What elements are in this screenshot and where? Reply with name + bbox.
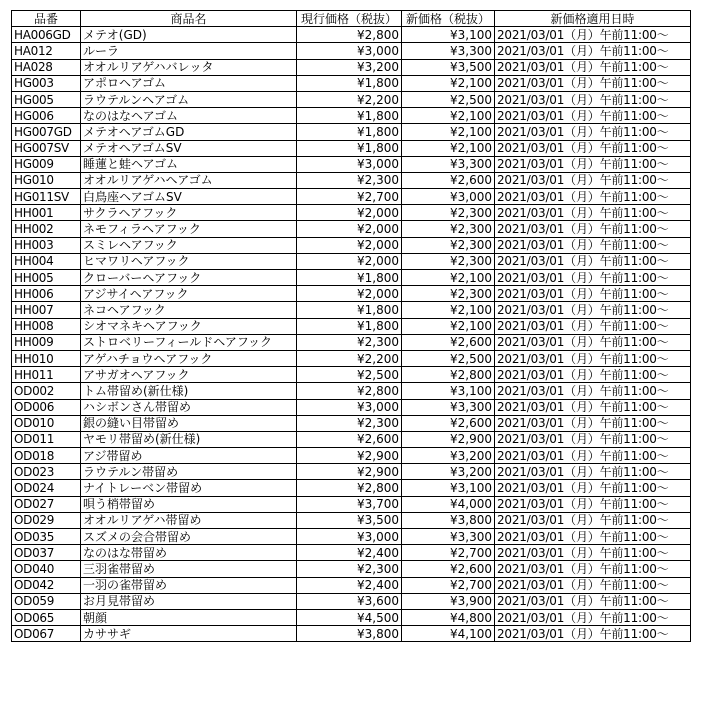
apply-date-cell: 2021/03/01（月）午前11:00～ — [495, 529, 691, 545]
header-current-price: 現行価格（税抜） — [297, 11, 402, 27]
table-row — [12, 626, 691, 642]
current-price-cell: ¥2,800 — [297, 27, 402, 43]
product-code-cell: HH003 — [12, 237, 81, 253]
apply-date-cell: 2021/03/01（月）午前11:00～ — [495, 108, 691, 124]
apply-date-cell: 2021/03/01（月）午前11:00～ — [495, 545, 691, 561]
product-name-cell: オオルリアゲハバレッタ — [81, 59, 297, 75]
apply-date-cell: 2021/03/01（月）午前11:00～ — [495, 205, 691, 221]
new-price-cell: ¥2,100 — [402, 318, 495, 334]
product-name-cell: ラウテルンヘアゴム — [81, 91, 297, 107]
new-price-cell: ¥2,100 — [402, 270, 495, 286]
price-table — [11, 10, 691, 642]
product-code-cell: HH010 — [12, 350, 81, 366]
table-row — [12, 350, 691, 366]
table-row — [12, 156, 691, 172]
product-code-cell: OD065 — [12, 609, 81, 625]
table-row — [12, 172, 691, 188]
new-price-cell: ¥2,100 — [402, 302, 495, 318]
table-row — [12, 221, 691, 237]
apply-date-cell: 2021/03/01（月）午前11:00～ — [495, 172, 691, 188]
new-price-cell: ¥2,700 — [402, 545, 495, 561]
apply-date-cell: 2021/03/01（月）午前11:00～ — [495, 577, 691, 593]
product-code-cell: HG010 — [12, 172, 81, 188]
current-price-cell: ¥2,400 — [297, 545, 402, 561]
current-price-cell: ¥2,900 — [297, 464, 402, 480]
table-row — [12, 529, 691, 545]
new-price-cell: ¥3,500 — [402, 59, 495, 75]
product-code-cell: OD010 — [12, 415, 81, 431]
product-code-cell: OD067 — [12, 626, 81, 642]
current-price-cell: ¥2,800 — [297, 383, 402, 399]
apply-date-cell: 2021/03/01（月）午前11:00～ — [495, 140, 691, 156]
product-code-cell: HG011SV — [12, 189, 81, 205]
product-name-cell: ネモフィラヘアフック — [81, 221, 297, 237]
new-price-cell: ¥2,100 — [402, 108, 495, 124]
table-row — [12, 286, 691, 302]
current-price-cell: ¥1,800 — [297, 140, 402, 156]
new-price-cell: ¥3,200 — [402, 464, 495, 480]
current-price-cell: ¥2,300 — [297, 334, 402, 350]
current-price-cell: ¥2,000 — [297, 237, 402, 253]
product-code-cell: HH001 — [12, 205, 81, 221]
product-name-cell: 唄う梢帯留め — [81, 496, 297, 512]
current-price-cell: ¥1,800 — [297, 318, 402, 334]
product-code-cell: HH004 — [12, 253, 81, 269]
product-name-cell: カササギ — [81, 626, 297, 642]
product-name-cell: 白鳥座ヘアゴムSV — [81, 189, 297, 205]
new-price-cell: ¥3,300 — [402, 43, 495, 59]
product-code-cell: OD029 — [12, 512, 81, 528]
product-code-cell: HA012 — [12, 43, 81, 59]
product-code-cell: HH009 — [12, 334, 81, 350]
header-apply-date: 新価格適用日時 — [495, 11, 691, 27]
product-name-cell: スミレヘアフック — [81, 237, 297, 253]
product-name-cell: アジ帯留め — [81, 448, 297, 464]
table-row — [12, 318, 691, 334]
table-row — [12, 59, 691, 75]
apply-date-cell: 2021/03/01（月）午前11:00～ — [495, 626, 691, 642]
table-row — [12, 399, 691, 415]
product-name-cell: アサガオヘアフック — [81, 367, 297, 383]
table-row — [12, 464, 691, 480]
product-code-cell: OD040 — [12, 561, 81, 577]
new-price-cell: ¥2,300 — [402, 286, 495, 302]
product-name-cell: 銀の縫い目帯留め — [81, 415, 297, 431]
product-name-cell: 一羽の雀帯留め — [81, 577, 297, 593]
product-name-cell: 三羽雀帯留め — [81, 561, 297, 577]
apply-date-cell: 2021/03/01（月）午前11:00～ — [495, 561, 691, 577]
table-row — [12, 205, 691, 221]
product-name-cell: オオルリアゲハヘアゴム — [81, 172, 297, 188]
apply-date-cell: 2021/03/01（月）午前11:00～ — [495, 367, 691, 383]
new-price-cell: ¥2,300 — [402, 253, 495, 269]
current-price-cell: ¥3,000 — [297, 529, 402, 545]
apply-date-cell: 2021/03/01（月）午前11:00～ — [495, 253, 691, 269]
apply-date-cell: 2021/03/01（月）午前11:00～ — [495, 221, 691, 237]
product-code-cell: HH007 — [12, 302, 81, 318]
product-name-cell: メテオヘアゴムGD — [81, 124, 297, 140]
current-price-cell: ¥2,200 — [297, 350, 402, 366]
new-price-cell: ¥2,500 — [402, 350, 495, 366]
product-code-cell: OD027 — [12, 496, 81, 512]
current-price-cell: ¥3,000 — [297, 43, 402, 59]
current-price-cell: ¥2,000 — [297, 286, 402, 302]
apply-date-cell: 2021/03/01（月）午前11:00～ — [495, 237, 691, 253]
apply-date-cell: 2021/03/01（月）午前11:00～ — [495, 302, 691, 318]
new-price-cell: ¥2,100 — [402, 140, 495, 156]
new-price-cell: ¥2,800 — [402, 367, 495, 383]
current-price-cell: ¥1,800 — [297, 270, 402, 286]
product-name-cell: ヒマワリヘアフック — [81, 253, 297, 269]
current-price-cell: ¥2,000 — [297, 253, 402, 269]
current-price-cell: ¥2,200 — [297, 91, 402, 107]
new-price-cell: ¥2,600 — [402, 415, 495, 431]
product-code-cell: OD018 — [12, 448, 81, 464]
current-price-cell: ¥2,800 — [297, 480, 402, 496]
new-price-cell: ¥4,100 — [402, 626, 495, 642]
current-price-cell: ¥1,800 — [297, 124, 402, 140]
table-row — [12, 480, 691, 496]
apply-date-cell: 2021/03/01（月）午前11:00～ — [495, 593, 691, 609]
table-row — [12, 334, 691, 350]
product-name-cell: クローバーヘアフック — [81, 270, 297, 286]
table-row — [12, 108, 691, 124]
product-name-cell: メテオヘアゴムSV — [81, 140, 297, 156]
product-name-cell: 睡蓮と蛙ヘアゴム — [81, 156, 297, 172]
product-name-cell: 朝顔 — [81, 609, 297, 625]
apply-date-cell: 2021/03/01（月）午前11:00～ — [495, 59, 691, 75]
apply-date-cell: 2021/03/01（月）午前11:00～ — [495, 270, 691, 286]
apply-date-cell: 2021/03/01（月）午前11:00～ — [495, 156, 691, 172]
current-price-cell: ¥3,000 — [297, 399, 402, 415]
table-row — [12, 270, 691, 286]
table-row — [12, 189, 691, 205]
product-code-cell: HG005 — [12, 91, 81, 107]
current-price-cell: ¥2,000 — [297, 221, 402, 237]
table-row — [12, 561, 691, 577]
product-code-cell: OD002 — [12, 383, 81, 399]
table-row — [12, 91, 691, 107]
current-price-cell: ¥2,500 — [297, 367, 402, 383]
apply-date-cell: 2021/03/01（月）午前11:00～ — [495, 480, 691, 496]
product-code-cell: OD006 — [12, 399, 81, 415]
product-code-cell: OD037 — [12, 545, 81, 561]
current-price-cell: ¥3,500 — [297, 512, 402, 528]
new-price-cell: ¥2,100 — [402, 124, 495, 140]
new-price-cell: ¥3,300 — [402, 529, 495, 545]
product-name-cell: お月見帯留め — [81, 593, 297, 609]
product-code-cell: OD042 — [12, 577, 81, 593]
current-price-cell: ¥1,800 — [297, 108, 402, 124]
table-row — [12, 27, 691, 43]
apply-date-cell: 2021/03/01（月）午前11:00～ — [495, 609, 691, 625]
table-row — [12, 383, 691, 399]
new-price-cell: ¥4,000 — [402, 496, 495, 512]
product-name-cell: ナイトレーベン帯留め — [81, 480, 297, 496]
product-name-cell: メテオ(GD) — [81, 27, 297, 43]
product-name-cell: アポロヘアゴム — [81, 75, 297, 91]
product-name-cell: なのはなヘアゴム — [81, 108, 297, 124]
product-code-cell: HH006 — [12, 286, 81, 302]
table-row — [12, 448, 691, 464]
header-code: 品番 — [12, 11, 81, 27]
table-row — [12, 124, 691, 140]
product-name-cell: シオマネキヘアフック — [81, 318, 297, 334]
product-name-cell: ネコヘアフック — [81, 302, 297, 318]
table-row — [12, 367, 691, 383]
apply-date-cell: 2021/03/01（月）午前11:00～ — [495, 496, 691, 512]
product-name-cell: スズメの会合帯留め — [81, 529, 297, 545]
table-row — [12, 496, 691, 512]
new-price-cell: ¥3,100 — [402, 480, 495, 496]
apply-date-cell: 2021/03/01（月）午前11:00～ — [495, 124, 691, 140]
apply-date-cell: 2021/03/01（月）午前11:00～ — [495, 431, 691, 447]
header-row — [12, 11, 691, 27]
product-code-cell: HH011 — [12, 367, 81, 383]
current-price-cell: ¥3,800 — [297, 626, 402, 642]
current-price-cell: ¥2,300 — [297, 172, 402, 188]
table-row — [12, 140, 691, 156]
apply-date-cell: 2021/03/01（月）午前11:00～ — [495, 27, 691, 43]
current-price-cell: ¥3,600 — [297, 593, 402, 609]
apply-date-cell: 2021/03/01（月）午前11:00～ — [495, 91, 691, 107]
product-name-cell: アジサイヘアフック — [81, 286, 297, 302]
new-price-cell: ¥2,900 — [402, 431, 495, 447]
current-price-cell: ¥2,600 — [297, 431, 402, 447]
apply-date-cell: 2021/03/01（月）午前11:00～ — [495, 350, 691, 366]
new-price-cell: ¥2,500 — [402, 91, 495, 107]
product-code-cell: HA028 — [12, 59, 81, 75]
table-row — [12, 545, 691, 561]
apply-date-cell: 2021/03/01（月）午前11:00～ — [495, 448, 691, 464]
new-price-cell: ¥3,300 — [402, 399, 495, 415]
current-price-cell: ¥3,000 — [297, 156, 402, 172]
apply-date-cell: 2021/03/01（月）午前11:00～ — [495, 399, 691, 415]
product-code-cell: OD011 — [12, 431, 81, 447]
apply-date-cell: 2021/03/01（月）午前11:00～ — [495, 415, 691, 431]
product-code-cell: HG006 — [12, 108, 81, 124]
table-body — [12, 27, 691, 642]
product-name-cell: ヤモリ帯留め(新仕様) — [81, 431, 297, 447]
table-row — [12, 43, 691, 59]
table-row — [12, 609, 691, 625]
current-price-cell: ¥1,800 — [297, 302, 402, 318]
new-price-cell: ¥2,300 — [402, 237, 495, 253]
header-name: 商品名 — [81, 11, 297, 27]
current-price-cell: ¥3,200 — [297, 59, 402, 75]
product-name-cell: ストロベリーフィールドヘアフック — [81, 334, 297, 350]
product-code-cell: OD024 — [12, 480, 81, 496]
product-code-cell: HH002 — [12, 221, 81, 237]
product-name-cell: ラウテルン帯留め — [81, 464, 297, 480]
product-name-cell: オオルリアゲハ帯留め — [81, 512, 297, 528]
product-name-cell: トム帯留め(新仕様) — [81, 383, 297, 399]
current-price-cell: ¥2,000 — [297, 205, 402, 221]
current-price-cell: ¥2,400 — [297, 577, 402, 593]
product-name-cell: ハシボンさん帯留め — [81, 399, 297, 415]
product-name-cell: サクラヘアフック — [81, 205, 297, 221]
table-row — [12, 415, 691, 431]
product-code-cell: HG003 — [12, 75, 81, 91]
new-price-cell: ¥3,200 — [402, 448, 495, 464]
new-price-cell: ¥3,100 — [402, 27, 495, 43]
new-price-cell: ¥2,600 — [402, 334, 495, 350]
product-code-cell: HA006GD — [12, 27, 81, 43]
table-row — [12, 302, 691, 318]
new-price-cell: ¥3,100 — [402, 383, 495, 399]
new-price-cell: ¥2,600 — [402, 561, 495, 577]
table-row — [12, 593, 691, 609]
apply-date-cell: 2021/03/01（月）午前11:00～ — [495, 318, 691, 334]
new-price-cell: ¥2,300 — [402, 205, 495, 221]
new-price-cell: ¥3,900 — [402, 593, 495, 609]
header-new-price: 新価格（税抜） — [402, 11, 495, 27]
table-row — [12, 431, 691, 447]
apply-date-cell: 2021/03/01（月）午前11:00～ — [495, 334, 691, 350]
current-price-cell: ¥1,800 — [297, 75, 402, 91]
product-code-cell: HG007SV — [12, 140, 81, 156]
product-code-cell: HG009 — [12, 156, 81, 172]
apply-date-cell: 2021/03/01（月）午前11:00～ — [495, 189, 691, 205]
product-name-cell: アゲハチョウヘアフック — [81, 350, 297, 366]
new-price-cell: ¥3,800 — [402, 512, 495, 528]
current-price-cell: ¥2,300 — [297, 415, 402, 431]
product-code-cell: HH005 — [12, 270, 81, 286]
product-code-cell: HH008 — [12, 318, 81, 334]
table-row — [12, 253, 691, 269]
current-price-cell: ¥3,700 — [297, 496, 402, 512]
table-row — [12, 512, 691, 528]
apply-date-cell: 2021/03/01（月）午前11:00～ — [495, 75, 691, 91]
apply-date-cell: 2021/03/01（月）午前11:00～ — [495, 286, 691, 302]
product-code-cell: HG007GD — [12, 124, 81, 140]
apply-date-cell: 2021/03/01（月）午前11:00～ — [495, 464, 691, 480]
current-price-cell: ¥4,500 — [297, 609, 402, 625]
product-code-cell: OD023 — [12, 464, 81, 480]
table-row — [12, 75, 691, 91]
product-code-cell: OD035 — [12, 529, 81, 545]
current-price-cell: ¥2,900 — [297, 448, 402, 464]
new-price-cell: ¥2,700 — [402, 577, 495, 593]
new-price-cell: ¥3,300 — [402, 156, 495, 172]
new-price-cell: ¥2,100 — [402, 75, 495, 91]
product-code-cell: OD059 — [12, 593, 81, 609]
current-price-cell: ¥2,300 — [297, 561, 402, 577]
table-row — [12, 237, 691, 253]
apply-date-cell: 2021/03/01（月）午前11:00～ — [495, 43, 691, 59]
new-price-cell: ¥3,000 — [402, 189, 495, 205]
new-price-cell: ¥2,300 — [402, 221, 495, 237]
current-price-cell: ¥2,700 — [297, 189, 402, 205]
product-name-cell: なのはな帯留め — [81, 545, 297, 561]
new-price-cell: ¥4,800 — [402, 609, 495, 625]
apply-date-cell: 2021/03/01（月）午前11:00～ — [495, 383, 691, 399]
new-price-cell: ¥2,600 — [402, 172, 495, 188]
table-row — [12, 577, 691, 593]
apply-date-cell: 2021/03/01（月）午前11:00～ — [495, 512, 691, 528]
product-name-cell: ルーラ — [81, 43, 297, 59]
